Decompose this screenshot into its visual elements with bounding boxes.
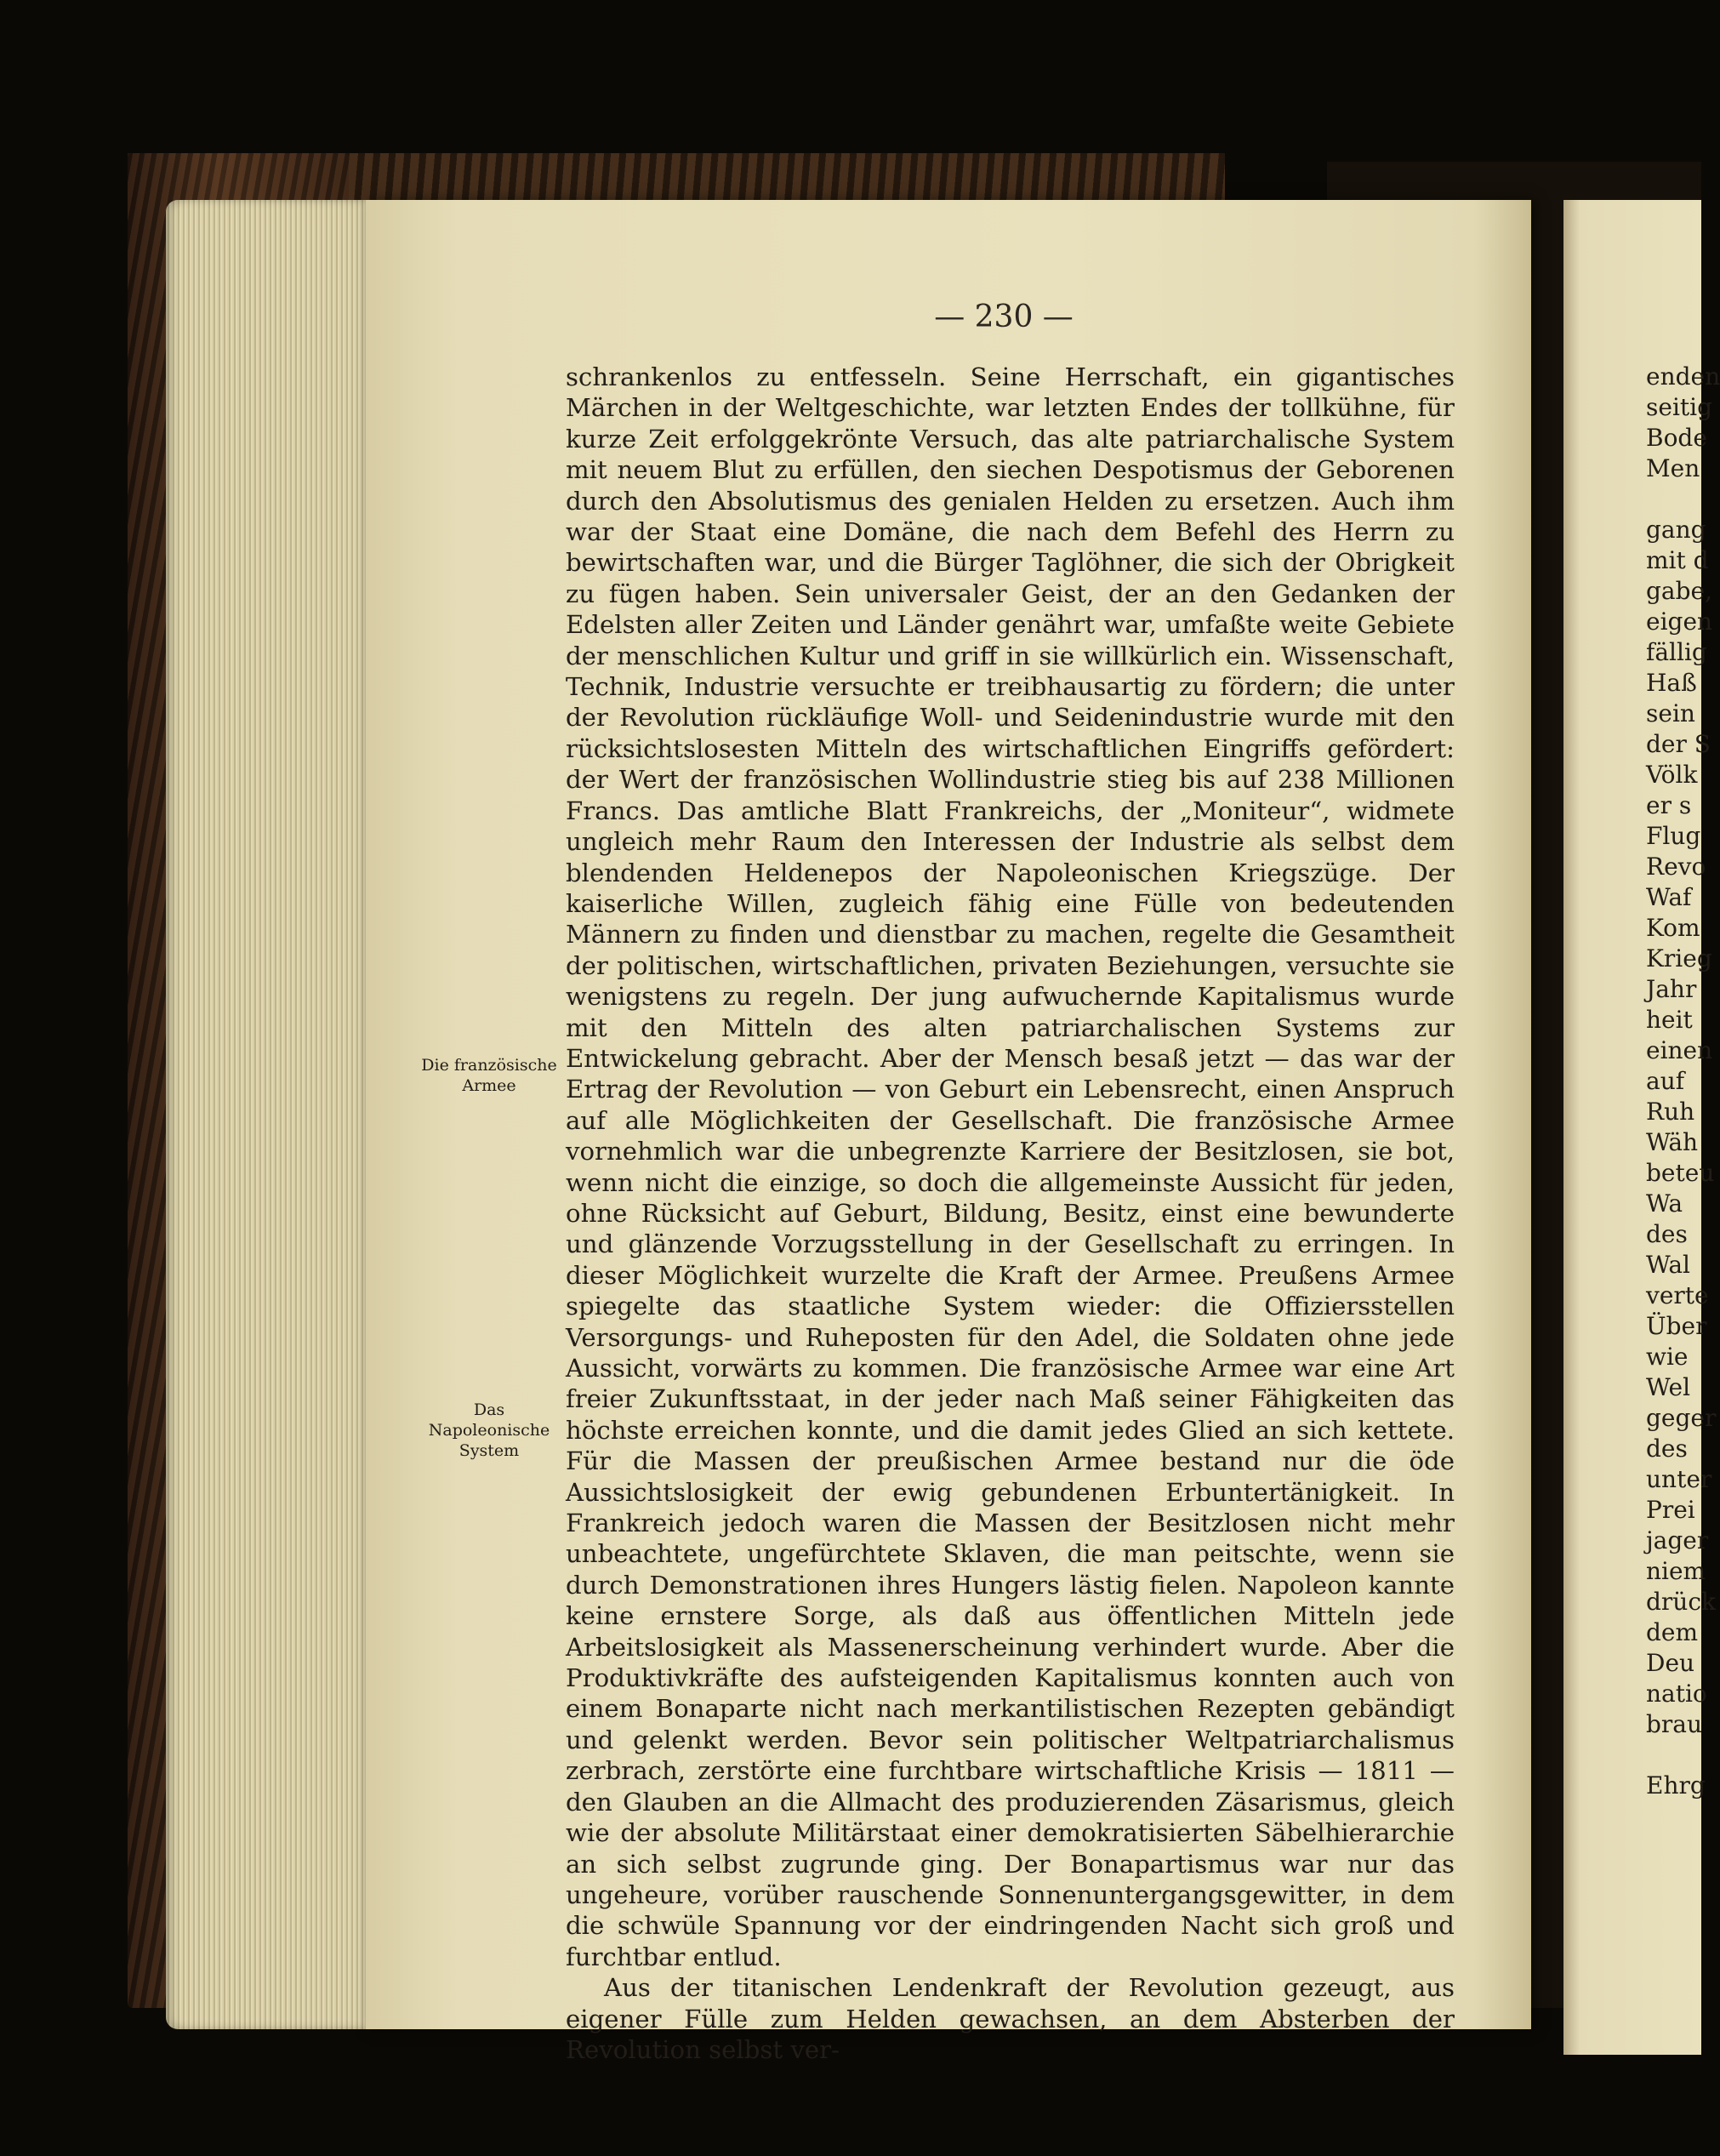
next-page-line: enden <box>1646 362 1720 391</box>
next-page-line: sein <box>1646 699 1695 727</box>
paragraph: schrankenlos zu entfesseln. Seine Herrschaft, ein gigantisches Märchen in der Weltgeschichte, war letzten Endes der tollkühne, für kurze Zeit erfolggekrönte Versuch, das alte patriarchalische System mit neuem Blut zu erfüllen, den siechen Despotismus der Geborenen durch den Absolutismus des genialen Helden zu ersetzen. Auch ihm war der Staat eine Domäne, die nach dem Befehl des Herrn zu bewirtschaften war, und die Bürger Taglöhner, die sich der Obrigkeit zu fügen haben. Sein universaler Geist, der an den Gedanken der Edelsten aller Zeiten und Länder genährt war, umfaßte weite Gebiete der menschlichen Kultur und griff in sie willkürlich ein. Wissenschaft, Technik, Industrie versuchte er treibhausartig zu fördern; die unter der Revolution rückläufige Woll- und Seidenindustrie wurde mit den rücksichtslosesten Mitteln des wirtschaftlichen Eingriffs gefördert: der Wert der französischen Wollindustrie stieg bis auf 238 Millionen Francs. Das amtliche Blatt Frankreichs, der „Moniteur“, widmete ungleich mehr Raum den Interessen der Industrie als selbst dem blendenden Heldenepos der Napoleonischen Kriegszüge. Der kaiserliche Willen, zugleich fähig eine Fülle von bedeutenden Männern zu finden und dienstbar zu machen, regelte die Gesamtheit der politischen, wirtschaftlichen, privaten Beziehungen, versuchte sie wenigstens zu regeln. Der jung aufwuchernde Kapitalismus wurde mit den Mitteln des alten patriarchalischen Systems zur Entwickelung gebracht. Aber der Mensch besaß jetzt — das war der Ertrag der Revolution — von Geburt ein Lebensrecht, einen Anspruch auf alle Möglichkeiten der Gesellschaft. Die französische Armee vornehmlich war die unbegrenzte Karriere der Besitzlosen, sie bot, wenn nicht die einzige, so doch die allgemeinste Aussicht für jeden, ohne Rücksicht auf Geburt, Bildung, Besitz, einst eine bewunderte und glänzende Vorzugsstellung in der Gesellschaft zu erringen. In dieser Möglichkeit wurzelte die Kraft der Armee. Preußens Armee spiegelte das staatliche System wieder: die Offiziersstellen Versorgungs- und Ruheposten für den Adel, die Soldaten ohne jede Aussicht, vorwärts zu kommen. Die französische Armee war eine Art freier Zukunftsstaat, in der jeder nach Maß seiner Fähigkeiten das höchste erreichen konnte, und die damit jedes Glied an sich kettete. Für die Massen der preußischen Armee bestand nur die öde Aussichtslosigkeit der ewig gebundenen Erbuntertänigkeit. In Frankreich jedoch waren die Massen der Besitzlosen nicht mehr unbeachtete, ungefürchtete Sklaven, die man peitschte, wenn sie durch Demonstrationen ihres Hungers lästig fielen. Napoleon kannte keine ernstere Sorge, als daß aus öffentlichen Mitteln jede Arbeitslosigkeit als Massenerscheinung verhindert wurde. Aber die Produktivkräfte des aufsteigenden Kapitalismus konnten auch von einem Bonaparte nicht nach merkantilistischen Rezepten gebändigt und gelenkt werden. Bevor sein politischer Weltpatriarchalismus zerbrach, zerstörte eine furchtbare wirtschaftliche Krisis — 1811 — den Glauben an die Allmacht des produzierenden Zäsarismus, gleich wie der absolute Militärstaat einer demokratisierten Säbelhierarchie an sich selbst zugrunde ging. Der Bonapartismus war nur das ungeheure, vorüber rauschende Sonnenuntergangsgewitter, in dem die schwüle Spannung vor der eindringenden Nacht sich groß und furchtbar entlud. <box>566 362 1455 1971</box>
page-number: — 230 — <box>934 299 1074 334</box>
next-page-line: Wel <box>1646 1373 1691 1401</box>
next-page-line <box>1646 1740 1701 1771</box>
paragraph: Aus der titanischen Lendenkraft der Revolution gezeugt, aus eigener Fülle zum Helden gewachsen, an dem Absterben der Revolution selbst ver- <box>566 1973 1455 2064</box>
margin-note-system: Das Napoleonische System <box>428 1400 550 1460</box>
next-page-line <box>1646 484 1701 515</box>
next-page-line: Über <box>1646 1312 1707 1340</box>
next-page-line: geger <box>1646 1404 1717 1432</box>
next-page-line: Wäh <box>1646 1128 1699 1156</box>
next-page-line: natio <box>1646 1680 1707 1708</box>
next-page-line: drück <box>1646 1588 1716 1616</box>
next-page-line: seitig <box>1646 393 1713 421</box>
margin-note-armee: Die französische Armee <box>421 1056 557 1095</box>
next-page-line: Kom <box>1646 914 1700 942</box>
next-page-line: brau <box>1646 1710 1703 1738</box>
next-page-line: er s <box>1646 791 1692 819</box>
next-page-line: des <box>1646 1220 1688 1248</box>
next-page-line: Ruh <box>1646 1098 1695 1126</box>
next-page-line: Wa <box>1646 1189 1683 1218</box>
next-page-line: fällig <box>1646 638 1707 666</box>
next-page-line: verte <box>1646 1281 1709 1309</box>
next-page-line: unter <box>1646 1465 1712 1493</box>
next-page-line: dem <box>1646 1618 1699 1646</box>
body-text <box>566 362 1455 2065</box>
next-page-line: der S <box>1646 730 1711 758</box>
next-page-line: Haß <box>1646 669 1697 697</box>
next-page-line: gang <box>1646 516 1706 544</box>
next-page-line: Völk <box>1646 761 1698 789</box>
next-page-line: Jahr <box>1646 975 1697 1003</box>
next-page-line: einen <box>1646 1036 1713 1064</box>
next-page-line: Krieg <box>1646 944 1712 972</box>
next-page-line: Prei <box>1646 1496 1695 1524</box>
next-page-line: Wal <box>1646 1251 1690 1279</box>
next-page-line: auf <box>1646 1067 1685 1095</box>
next-page-line: Ehrg <box>1646 1771 1706 1800</box>
next-page-line: Deu <box>1646 1649 1695 1677</box>
next-page-line: beteu <box>1646 1159 1715 1187</box>
next-page-line: wie <box>1646 1343 1689 1371</box>
next-page-line: Bode <box>1646 424 1707 452</box>
next-page-line: Men <box>1646 454 1700 482</box>
next-page-line: jager <box>1646 1526 1709 1554</box>
next-page-line: niem <box>1646 1557 1706 1585</box>
next-page-line: heit <box>1646 1006 1693 1034</box>
next-page-line: mit d <box>1646 546 1709 574</box>
next-page-line: eigen <box>1646 607 1713 636</box>
page-edges <box>166 200 370 2029</box>
next-page-line: Waf <box>1646 883 1692 911</box>
next-page-text <box>1646 362 1720 1801</box>
next-page-line: Flug <box>1646 822 1701 850</box>
next-page-line: Revo <box>1646 853 1706 881</box>
next-page-line: gabe, <box>1646 577 1713 605</box>
next-page-line: des <box>1646 1434 1688 1463</box>
